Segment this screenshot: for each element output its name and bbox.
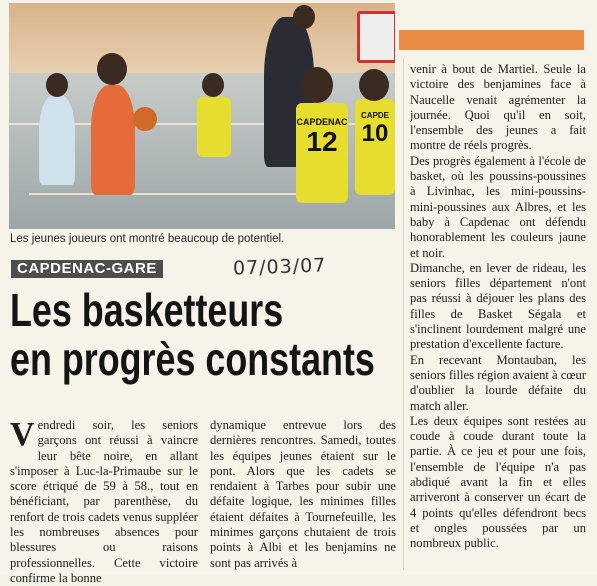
jersey-10-number: 10: [361, 120, 389, 147]
basket-hoop: [357, 11, 395, 63]
headline-line-2: en progrès constants: [10, 333, 375, 385]
handwritten-date: 07/03/07: [232, 254, 327, 280]
jersey-10: [355, 99, 395, 195]
child-10-head: [359, 69, 389, 101]
jersey-12-number: 12: [306, 126, 338, 157]
child-with-ball: [91, 85, 135, 195]
basketball: [133, 107, 157, 131]
court-line: [29, 193, 329, 195]
column-3-paragraph-3: Dimanche, en lever de rideau, les seniors filles département n'ont pas réussi à déjouer les plans des filles de Basket Ségala et s'inclinent lourdement malgré une prestation d'excellente facture.: [410, 260, 586, 352]
jersey-12-team: CAPDENAC: [296, 117, 348, 127]
child-center-head: [202, 73, 224, 97]
basketball-photo: [9, 3, 395, 229]
jersey-10-team: CAPDE: [360, 111, 389, 120]
child-12-head: [301, 67, 333, 103]
article-column-1: [10, 418, 198, 586]
gym-wall: [9, 3, 395, 73]
child-left: [39, 95, 75, 185]
column-3-paragraph-1: venir à bout de Martiel. Seule la victoire des benjamines face à Naucelle venait agrémenter la journée. Quoi qu'il en soit, l'ensemble des jeunes a fait montre de réels progrès.: [410, 62, 586, 153]
column-3-paragraph-2: Des progrès également à l'école de basket, où les poussins-poussines à Livinhac, les mini-poussins-mini-poussines aux Albres, et les baby à Capdenac ont défendu honorablement les couleurs jaune et noir.: [410, 153, 586, 260]
yellow-bib-center: [197, 97, 231, 157]
jersey-12: [296, 103, 348, 203]
column-1-text: endredi soir, les seniors garçons ont réussi à vaincre leur bête noire, en allant s'imposer à Luc-la-Primaube sur le score étriqué de 59 à 58., tout en bénéficiant, par parenthèse, du renfort de trois cadets venus suppléer les nombreuses absences pour blessures ou raisons professionnelles. Cette victoire confirme la bonne: [10, 418, 198, 585]
headline: [10, 284, 375, 385]
column-3-paragraph-5: Les deux équipes sont restées au coude à coude durant toute la partie. À ce jeu et pour une fois, l'ensemble de l'équipe n'a pas abdiqué avant la fin et elles arriveront à conserver un écart de 4 points qu'elles défendront becs et ongles poussées par un nombreux public.: [410, 413, 586, 551]
column-3-paragraph-4: En recevant Montauban, les seniors filles région avaient à cœur d'oublier la lourde défaite du match aller.: [410, 352, 586, 413]
article-column-3: [410, 62, 586, 552]
article-column-2: [210, 418, 396, 571]
column-2-text: dynamique entrevue lors des dernières rencontres. Samedi, toutes les équipes jeunes étaient sur le pont. Alors que les cadets se rendaient à Tarbes pour subir une défaite logique, les minimes filles étaient défaites à Tournefeuille, les minimes garçons chutaient de trois points à Albi et les benjamins ne sont pas arrivés à: [210, 418, 396, 570]
orange-band: [399, 30, 584, 50]
child-with-ball-head: [97, 53, 127, 85]
section-rubric: CAPDENAC-GARE: [11, 260, 163, 278]
drop-cap: V: [10, 416, 35, 453]
coach-head: [293, 5, 315, 29]
child-left-head: [46, 73, 68, 97]
column-divider: [403, 58, 404, 570]
headline-line-1: Les basketteurs: [10, 284, 284, 336]
photo-caption: Les jeunes joueurs ont montré beaucoup de potentiel.: [10, 233, 285, 245]
